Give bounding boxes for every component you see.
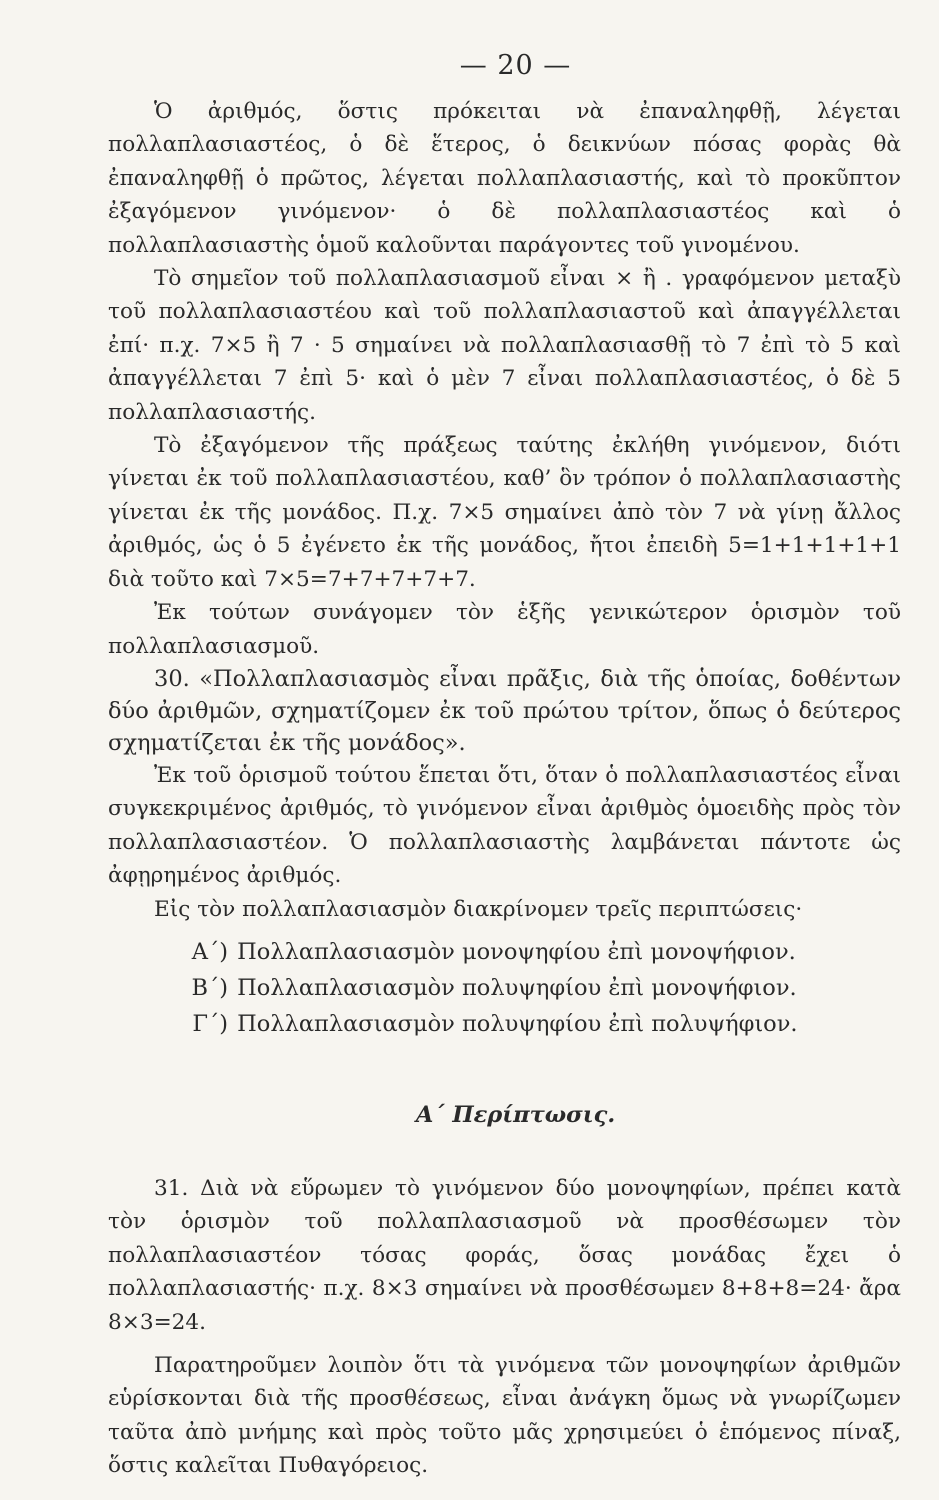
paragraph-multiplication-sign: Τὸ σημεῖον τοῦ πολλαπλασιασμοῦ εἶναι × ἢ . γραφόμενον μεταξὺ τοῦ πολλαπλασιαστέου καὶ τοῦ πολλαπλασιαστοῦ καὶ ἀπαγγέλλεται ἐπί· π.χ. 7×5 ἢ 7 · 5 σημαίνει νὰ πολλαπλασιασθῇ τὸ 7 ἐπὶ τὸ 5 καὶ ἀπαγγέλλεται 7 ἐπὶ 5· καὶ ὁ μὲν 7 εἶναι πολλαπλασιαστέος, ὁ δὲ 5 πολλαπλασιαστής.: [108, 266, 901, 425]
case-number: Γ΄): [192, 1010, 228, 1037]
paragraph-multiplicand-definition: Ὁ ἀριθμός, ὅστις πρόκειται νὰ ἐπαναληφθῇ, λέγεται πολλαπλασιαστέος, ὁ δὲ ἕτερος, ὁ δεικνύων πόσας φορὰς θὰ ἐπαναληφθῇ ὁ πρῶτος, λέγεται πολλαπλασιαστής, καὶ τὸ προκῦπτον ἐξαγόμενον γινόμενον· ὁ δὲ πολλαπλασιαστέος καὶ ὁ πολλαπλασιαστὴς ὁμοῦ καλοῦνται παράγοντες τοῦ γινομένου.: [108, 99, 901, 258]
list-item: [108, 1006, 901, 1042]
paragraph-gap: [108, 1339, 901, 1349]
page-number: — 20 —: [459, 50, 572, 81]
cases-list: [108, 934, 901, 1042]
case-number: Α΄): [191, 938, 228, 965]
case-number: Β΄): [191, 974, 228, 1001]
case-text: Πολλαπλασιασμὸν μονοψηφίου ἐπὶ μονοψήφιον.: [237, 938, 796, 965]
section-title: Α΄ Περίπτωσις.: [415, 1101, 616, 1128]
case-text: Πολλαπλασιασμὸν πολυψηφίου ἐπὶ πολυψήφιον.: [237, 1010, 798, 1037]
paragraph-cases-intro: Εἰς τὸν πολλαπλασιασμὸν διακρίνομεν τρεῖς περιπτώσεις·: [154, 896, 803, 922]
list-item: [108, 934, 901, 970]
paragraph-pythagorean-table: Παρατηροῦμεν λοιπὸν ὅτι τὰ γινόμενα τῶν μονοψηφίων ἀριθμῶν εὑρίσκονται διὰ τῆς προσθέσεως, εἶναι ἀνάγκη ὅμως νὰ γνωρίζωμεν ταῦτα ἀπὸ μνήμης καὶ πρὸς τοῦτο μᾶς χρησιμεύει ὁ ἑπόμενος πίναξ, ὅστις καλεῖται Πυθαγόρειος.: [108, 1352, 901, 1479]
list-item: [108, 970, 901, 1006]
paragraph-general-definition-intro: Ἐκ τούτων συνάγομεν τὸν ἑξῆς γενικώτερον ὁρισμὸν τοῦ πολλαπλασιασμοῦ.: [108, 600, 901, 659]
case-text: Πολλαπλασιασμὸν πολυψηφίου ἐπὶ μονοψήφιον.: [237, 974, 797, 1001]
paragraph-31: 31. Διὰ νὰ εὕρωμεν τὸ γινόμενον δύο μονοψηφίων, πρέπει κατὰ τὸν ὁρισμὸν τοῦ πολλαπλασιασμοῦ νὰ προσθέσωμεν τὸν πολλαπλασιαστέον τόσας φοράς, ὅσας μονάδας ἔχει ὁ πολλαπλασιαστής· π.χ. 8×3 σημαίνει νὰ προσθέσωμεν 8+8+8=24· ἄρα 8×3=24.: [108, 1175, 901, 1335]
paragraph-product-explanation: Τὸ ἐξαγόμενον τῆς πράξεως ταύτης ἐκλήθη γινόμενον, διότι γίνεται ἐκ τοῦ πολλαπλασιαστέου, καθ’ ὃν τρόπον ὁ πολλαπλασιαστὴς γίνεται ἐκ τῆς μονάδος. Π.χ. 7×5 σημαίνει ἀπὸ τὸν 7 νὰ γίνῃ ἄλλος ἀριθμός, ὡς ὁ 5 ἐγένετο ἐκ τῆς μονάδος, ἤτοι ἐπειδὴ 5=1+1+1+1+1 διὰ τοῦτο καὶ 7×5=7+7+7+7+7.: [108, 433, 901, 592]
paragraph-consequence: Ἐκ τοῦ ὁρισμοῦ τούτου ἕπεται ὅτι, ὅταν ὁ πολλαπλασιαστέος εἶναι συγκεκριμένος ἀριθμός, τὸ γινόμενον εἶναι ἀριθμὸς ὁμοειδὴς πρὸς τὸν πολλαπλασιαστέον. Ὁ πολλαπλασιαστὴς λαμβάνεται πάντοτε ὡς ἀφῃρημένος ἀριθμός.: [108, 762, 901, 889]
paragraph-definition-30: 30. «Πολλαπλασιασμὸς εἶναι πρᾶξις, διὰ τῆς ὁποίας, δοθέντων δύο ἀριθμῶν, σχηματίζομεν ἐκ τοῦ πρώτου τρίτον, ὅπως ὁ δεύτερος σχηματίζεται ἐκ τῆς μονάδος».: [108, 665, 901, 756]
